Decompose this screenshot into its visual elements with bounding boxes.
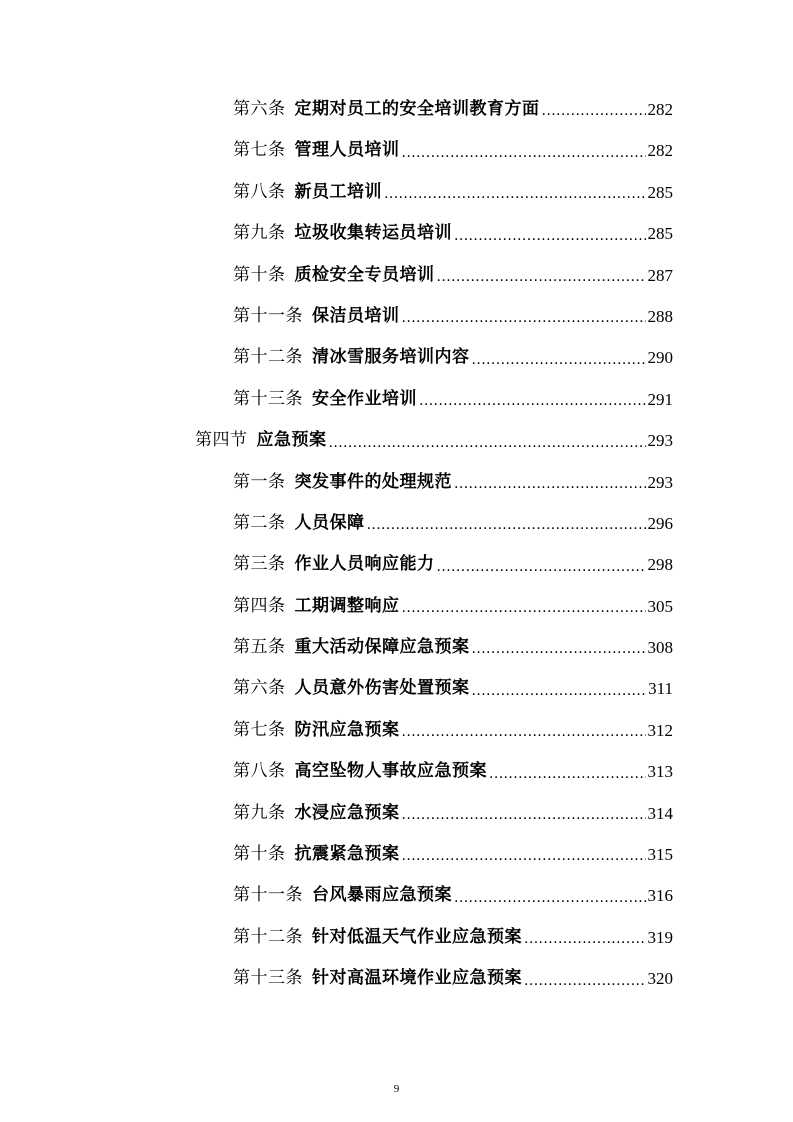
toc-entry[interactable] bbox=[0, 917, 673, 958]
toc-entry-title: 重大活动保障应急预案 bbox=[294, 637, 470, 658]
toc-entry-number: 第四节 bbox=[195, 430, 248, 451]
toc-entry-title: 定期对员工的安全培训教育方面 bbox=[294, 99, 540, 119]
toc-entry-title: 防汛应急预案 bbox=[294, 719, 400, 740]
toc-entry[interactable] bbox=[0, 213, 673, 254]
toc-entry-page: 285 bbox=[647, 182, 673, 202]
toc-leader-dots bbox=[384, 172, 646, 213]
toc-entry-title: 人员意外伤害处置预案 bbox=[294, 678, 470, 699]
toc-entry-number: 第六条 bbox=[233, 678, 286, 699]
toc-entry-page: 293 bbox=[647, 431, 673, 451]
toc-entry-number: 第九条 bbox=[233, 223, 286, 244]
toc-entry-number: 第十条 bbox=[233, 264, 286, 285]
toc-leader-dots bbox=[524, 958, 646, 999]
toc-leader-dots bbox=[472, 627, 646, 668]
toc-entry-title: 新员工培训 bbox=[294, 181, 382, 202]
toc-entry-number: 第六条 bbox=[233, 99, 286, 119]
toc-entry-number: 第八条 bbox=[233, 181, 286, 202]
toc-entry-page: 290 bbox=[647, 348, 673, 368]
toc-entry-number: 第十一条 bbox=[233, 885, 303, 906]
toc-entry-title: 水浸应急预案 bbox=[294, 802, 400, 823]
toc-entry-number: 第十二条 bbox=[233, 926, 303, 947]
toc-entry-page: 316 bbox=[647, 886, 673, 906]
toc-entry-page: 314 bbox=[647, 803, 673, 823]
toc-entry-title: 抗震紧急预案 bbox=[294, 844, 400, 865]
toc-entry-number: 第十条 bbox=[233, 844, 286, 865]
toc-entry-title: 针对高温环境作业应急预案 bbox=[312, 968, 522, 989]
toc-entry-title: 质检安全专员培训 bbox=[294, 264, 435, 285]
toc-leader-dots bbox=[419, 379, 646, 420]
toc-entry-page: 308 bbox=[647, 638, 673, 658]
toc-leader-dots bbox=[524, 917, 646, 958]
toc-entry-number: 第五条 bbox=[233, 637, 286, 658]
toc-entry-title: 突发事件的处理规范 bbox=[294, 471, 452, 492]
toc-leader-dots bbox=[367, 503, 646, 544]
toc-entry[interactable] bbox=[0, 255, 673, 296]
page-number: 9 bbox=[393, 1083, 400, 1095]
toc-entry[interactable] bbox=[0, 296, 673, 337]
toc-entry-title: 高空坠物人事故应急预案 bbox=[294, 761, 487, 782]
toc-leader-dots bbox=[402, 793, 646, 834]
toc-entry-number: 第十二条 bbox=[233, 347, 303, 368]
toc-entry-page: 311 bbox=[648, 679, 673, 699]
toc-leader-dots bbox=[437, 544, 646, 585]
toc-entry-page: 282 bbox=[647, 141, 673, 161]
toc-entry-page: 320 bbox=[647, 969, 673, 989]
toc-entry-page: 288 bbox=[647, 306, 673, 326]
toc-leader-dots bbox=[454, 213, 646, 254]
toc-entry[interactable] bbox=[0, 710, 673, 751]
toc-entry-number: 第七条 bbox=[233, 719, 286, 740]
toc-leader-dots bbox=[402, 834, 646, 875]
toc-entry-page: 319 bbox=[647, 927, 673, 947]
toc-entry-number: 第二条 bbox=[233, 512, 286, 533]
toc-entry-title: 人员保障 bbox=[294, 512, 365, 533]
toc-entry-page: 282 bbox=[647, 100, 673, 119]
toc-entry[interactable] bbox=[0, 379, 673, 420]
toc-entry-number: 第十三条 bbox=[233, 388, 303, 409]
toc-entry-title: 应急预案 bbox=[256, 430, 327, 451]
toc-entry[interactable] bbox=[0, 503, 673, 544]
table-of-contents bbox=[0, 89, 793, 1000]
toc-entry[interactable] bbox=[0, 130, 673, 171]
toc-entry-page: 285 bbox=[647, 224, 673, 244]
toc-entry-number: 第十三条 bbox=[233, 968, 303, 989]
toc-leader-dots bbox=[489, 751, 646, 792]
toc-section-entry[interactable] bbox=[0, 420, 673, 461]
toc-leader-dots bbox=[454, 875, 646, 916]
toc-entry[interactable] bbox=[0, 89, 673, 130]
toc-leader-dots bbox=[437, 255, 646, 296]
toc-entry[interactable] bbox=[0, 627, 673, 668]
toc-entry-number: 第七条 bbox=[233, 140, 286, 161]
toc-entry[interactable] bbox=[0, 875, 673, 916]
toc-entry-number: 第三条 bbox=[233, 554, 286, 575]
toc-entry[interactable] bbox=[0, 793, 673, 834]
toc-entry-title: 作业人员响应能力 bbox=[294, 554, 435, 575]
toc-entry-number: 第八条 bbox=[233, 761, 286, 782]
toc-entry-page: 312 bbox=[647, 720, 673, 740]
toc-entry-number: 第十一条 bbox=[233, 305, 303, 326]
toc-entry-page: 293 bbox=[647, 472, 673, 492]
toc-leader-dots bbox=[542, 89, 646, 130]
toc-entry-title: 安全作业培训 bbox=[312, 388, 417, 409]
toc-leader-dots bbox=[402, 586, 646, 627]
toc-leader-dots bbox=[454, 462, 646, 503]
toc-entry-title: 保洁员培训 bbox=[312, 305, 400, 326]
toc-leader-dots bbox=[472, 668, 647, 709]
toc-entry[interactable] bbox=[0, 586, 673, 627]
toc-leader-dots bbox=[329, 420, 646, 461]
toc-entry-title: 管理人员培训 bbox=[294, 140, 400, 161]
toc-entry-page: 298 bbox=[647, 555, 673, 575]
toc-leader-dots bbox=[402, 296, 646, 337]
toc-entry[interactable] bbox=[0, 337, 673, 378]
toc-entry[interactable] bbox=[0, 834, 673, 875]
toc-leader-dots bbox=[402, 130, 646, 171]
toc-entry[interactable] bbox=[0, 751, 673, 792]
toc-entry-title: 台风暴雨应急预案 bbox=[312, 885, 452, 906]
toc-entry[interactable] bbox=[0, 668, 673, 709]
toc-leader-dots bbox=[472, 337, 646, 378]
toc-entry-title: 清冰雪服务培训内容 bbox=[312, 347, 470, 368]
toc-entry-page: 313 bbox=[647, 762, 673, 782]
toc-entry[interactable] bbox=[0, 544, 673, 585]
toc-entry-title: 针对低温天气作业应急预案 bbox=[312, 926, 522, 947]
toc-entry-page: 291 bbox=[647, 389, 673, 409]
toc-entry-page: 287 bbox=[647, 265, 673, 285]
toc-leader-dots bbox=[402, 710, 646, 751]
toc-entry[interactable] bbox=[0, 958, 673, 999]
toc-entry-number: 第九条 bbox=[233, 802, 286, 823]
toc-entry-page: 296 bbox=[647, 513, 673, 533]
toc-entry[interactable] bbox=[0, 462, 673, 503]
toc-entry-page: 315 bbox=[647, 845, 673, 865]
toc-entry-number: 第四条 bbox=[233, 595, 286, 616]
toc-entry-title: 垃圾收集转运员培训 bbox=[294, 223, 452, 244]
toc-entry-page: 305 bbox=[647, 596, 673, 616]
toc-entry-number: 第一条 bbox=[233, 471, 286, 492]
toc-entry[interactable] bbox=[0, 172, 673, 213]
toc-entry-title: 工期调整响应 bbox=[294, 595, 400, 616]
